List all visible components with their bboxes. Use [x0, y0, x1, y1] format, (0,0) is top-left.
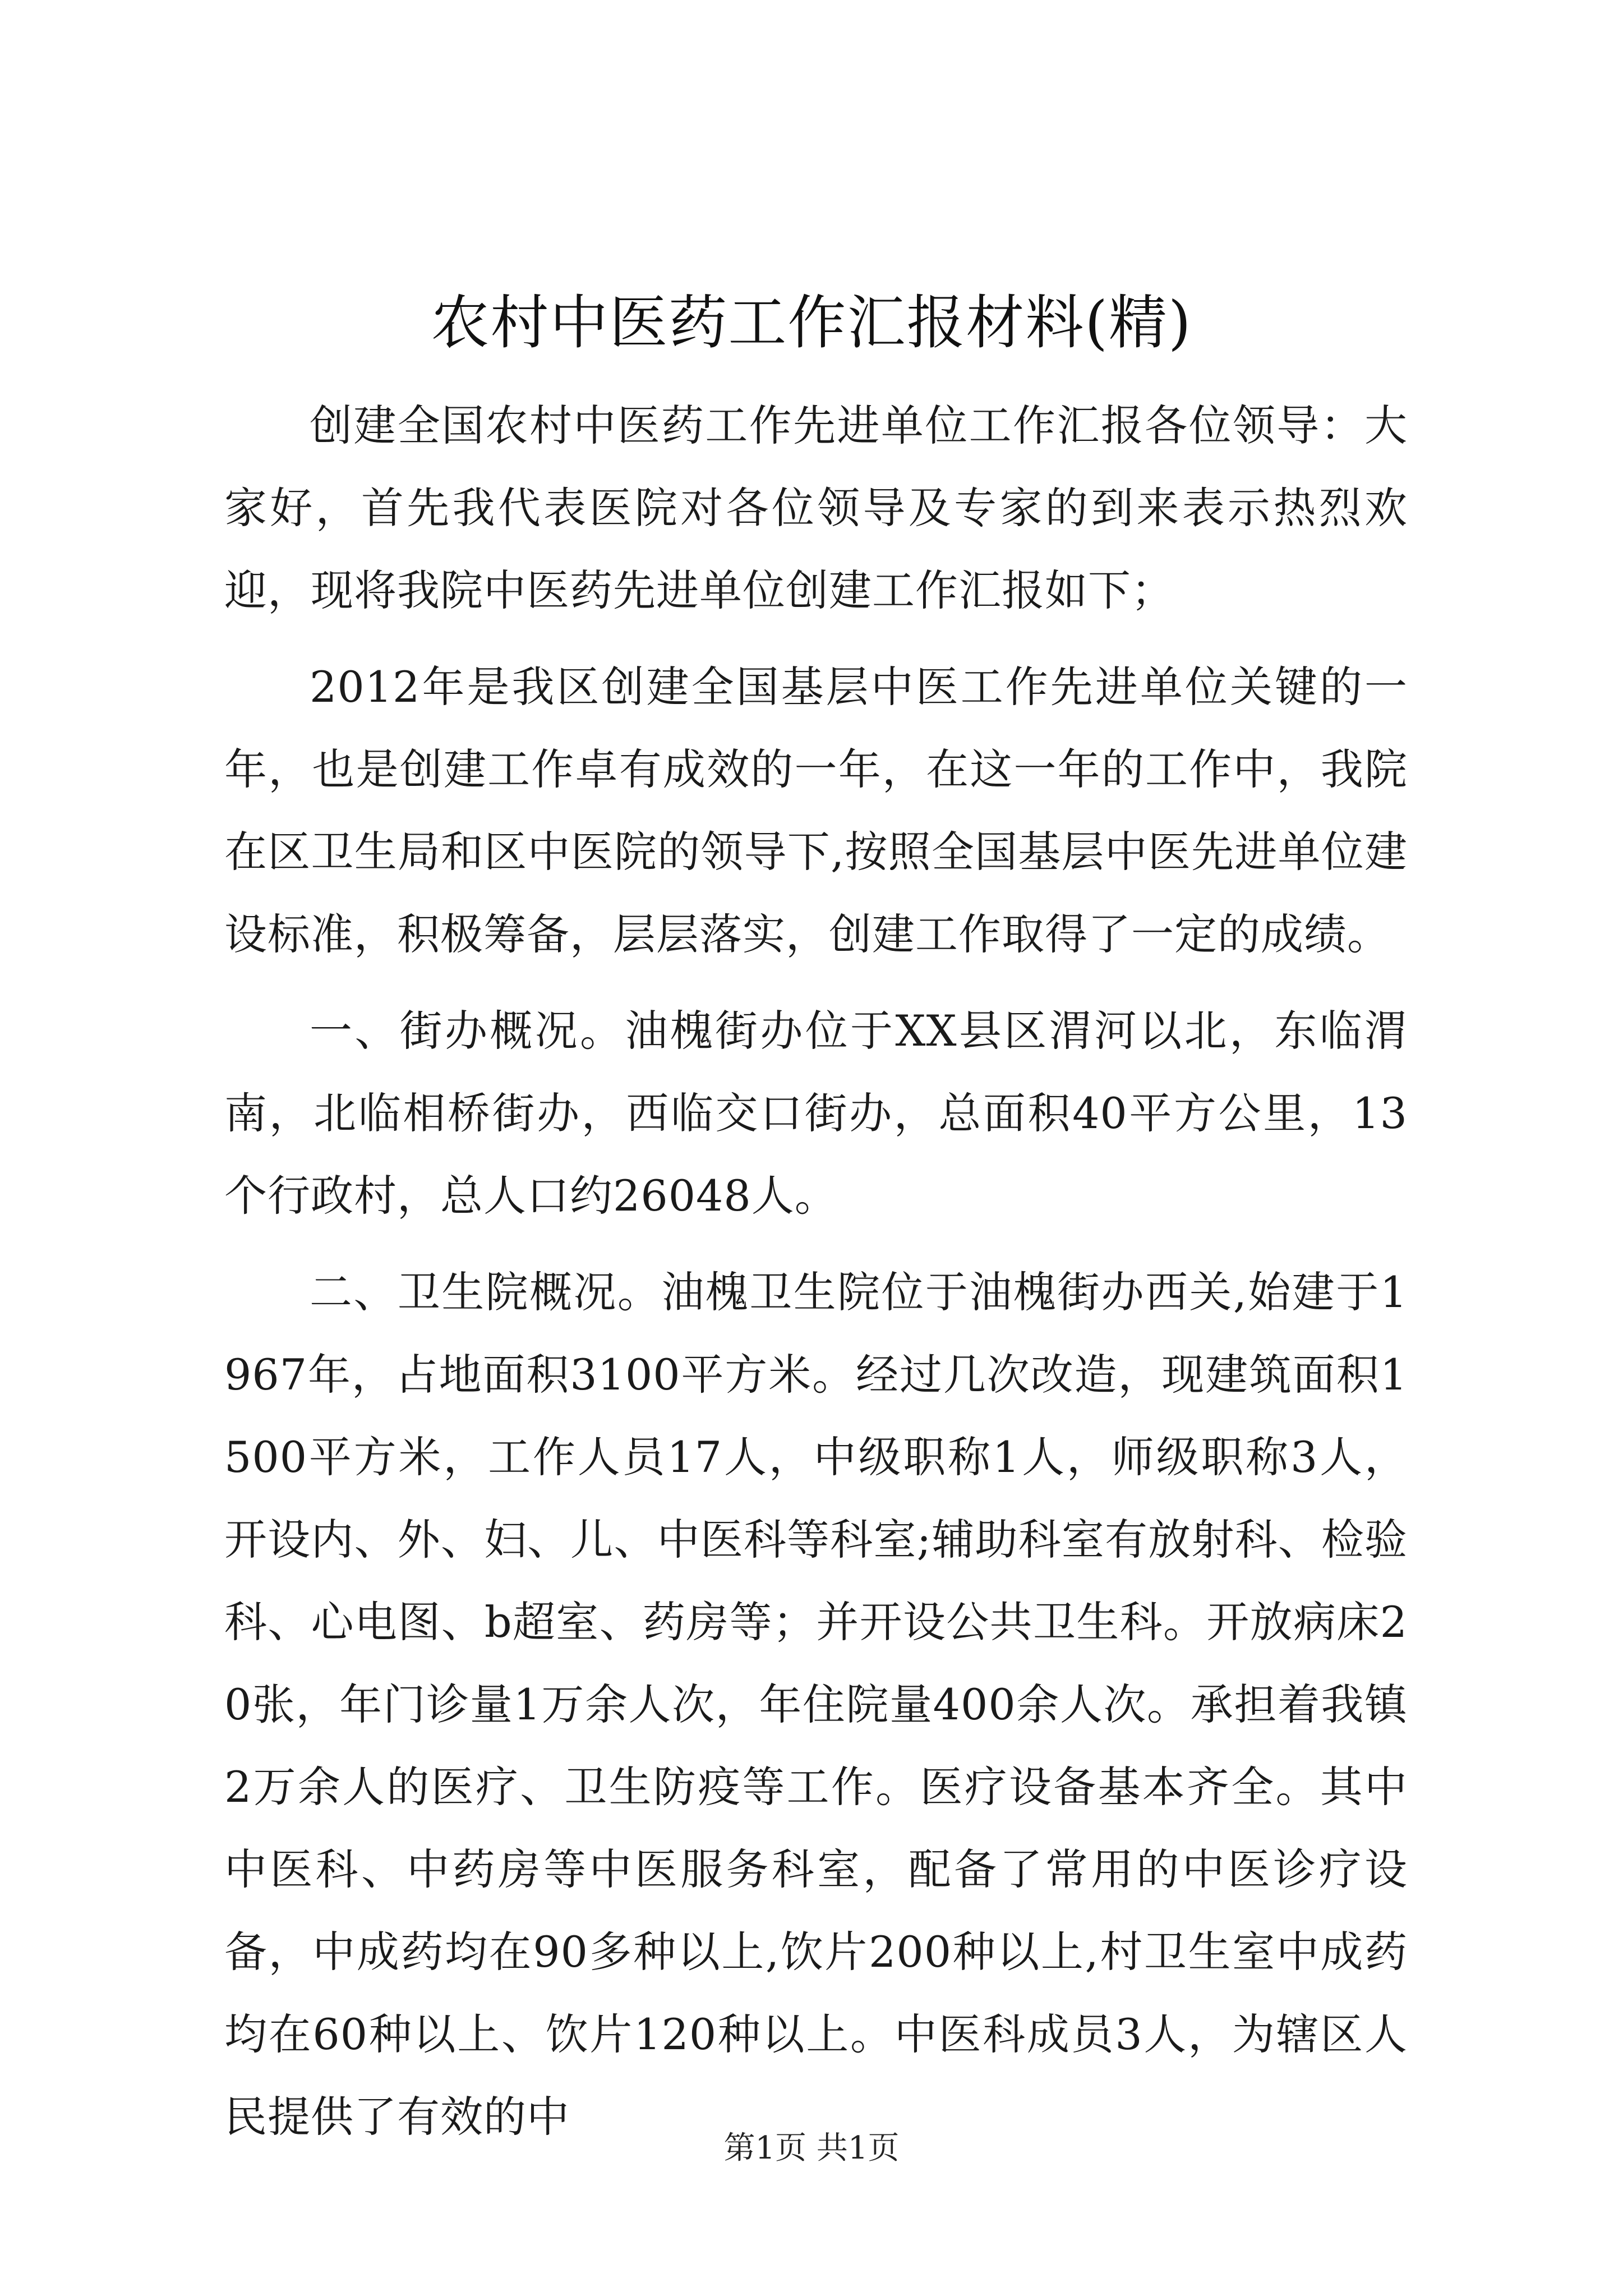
document-body [224, 384, 1408, 2172]
paragraph-district-overview: 一、街办概况。油槐街办位于XX县区渭河以北，东临渭南，北临相桥街办，西临交口街办，总面积40平方公里，13个行政村，总人口约26048人。 [224, 1006, 1408, 1221]
document-title: 农村中医药工作汇报材料(精) [431, 288, 1192, 357]
paragraph-intro: 创建全国农村中医药工作先进单位工作汇报各位领导：大家好，首先我代表医院对各位领导及专家的到来表示热烈欢迎，现将我院中医药先进单位创建工作汇报如下； [224, 401, 1408, 615]
paragraph-2012: 2012年是我区创建全国基层中医工作先进单位关键的一年，也是创建工作卓有成效的一年，在这一年的工作中，我院在区卫生局和区中医院的领导下,按照全国基层中医先进单位建设标准，积极筹备，层层落实，创建工作取得了一定的成绩。 [224, 662, 1408, 959]
page-footer: 第1页 共1页 [723, 2130, 900, 2166]
paragraph-hospital-overview: 二、卫生院概况。油槐卫生院位于油槐街办西关,始建于1967年，占地面积3100平方米。经过几次改造，现建筑面积1500平方米，工作人员17人，中级职称1人，师级职称3人，开设内、外、妇、儿、中医科等科室;辅助科室有放射科、检验科、心电图、b超室、药房等；并开设公共卫生科。开放病床20张，年门诊量1万余人次，年住院量400余人次。承担着我镇2万余人的医疗、卫生防疫等工作。医疗设备基本齐全。其中中医科、中药房等中医服务科室，配备了常用的中医诊疗设备，中成药均在90多种以上,饮片200种以上,村卫生室中成药均在60种以上、饮片120种以上。中医科成员3人，为辖区人民提供了有效的中 [224, 1267, 1408, 2142]
